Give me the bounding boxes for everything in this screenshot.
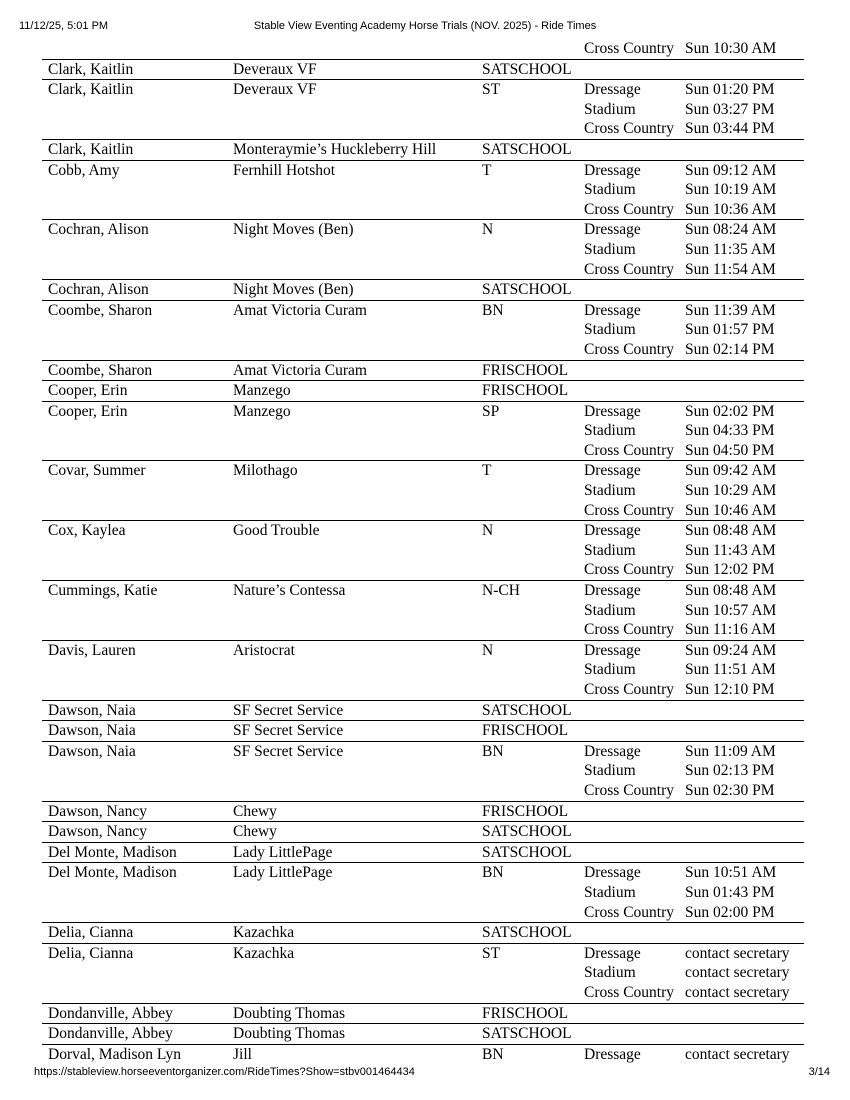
horse-cell [233,983,482,1003]
division-cell [482,883,584,903]
division-cell [482,983,584,1003]
horse-cell: Doubting Thomas [233,1025,346,1043]
time-cell: Sun 01:43 PM [685,883,775,901]
phase-cell: Stadium [584,964,636,982]
rider-cell: Clark, Kaitlin [48,140,134,158]
time-cell: Sun 10:29 AM [685,482,777,500]
rider-cell: Dorval, Madison Lyn [48,1045,182,1063]
rider-cell [42,983,233,1003]
phase-cell [584,60,685,80]
horse-cell [233,481,482,501]
rider-cell [42,680,233,700]
division-cell: FRISCHOOL [482,1004,569,1022]
rider-cell: Del Monte, Madison [48,864,177,882]
division-cell: T [482,161,492,179]
time-cell: contact secretary [685,944,790,962]
division-cell [482,260,584,280]
rider-cell [42,660,233,680]
division-cell: N [482,522,494,540]
time-cell: Sun 03:27 PM [685,100,775,118]
division-cell [482,501,584,521]
division-cell: SATSCHOOL [482,140,572,158]
phase-cell: Cross Country [584,120,674,138]
table-row [42,521,804,581]
phase-cell: Dressage [584,864,641,882]
table-row [42,381,804,402]
time-cell [685,140,804,160]
table-row [42,721,804,742]
division-cell [482,119,584,139]
horse-cell: Amat Victoria Curam [233,301,367,319]
time-cell [685,721,804,741]
time-cell: Sun 09:12 AM [685,161,777,179]
rider-cell: Cummings, Katie [48,582,158,600]
horse-cell [233,180,482,200]
table-row [42,641,804,701]
rider-cell [42,883,233,903]
division-cell [482,761,584,781]
rider-cell: Dawson, Nancy [48,802,148,820]
time-cell: Sun 11:09 AM [685,742,776,760]
table-row [42,923,804,944]
rider-cell: Cooper, Erin [48,382,128,400]
time-cell: Sun 03:44 PM [685,120,775,138]
rider-cell [42,260,233,280]
time-cell: Sun 11:54 AM [685,260,776,278]
phase-cell: Stadium [584,883,636,901]
table-row [42,280,804,301]
division-cell [482,200,584,220]
horse-cell [233,100,482,120]
rider-cell: Dawson, Naia [48,701,136,719]
division-cell: BN [482,864,504,882]
table-row [42,361,804,382]
table-row [42,80,804,140]
time-cell: Sun 08:48 AM [685,522,777,540]
time-cell: Sun 10:19 AM [685,181,777,199]
phase-cell: Dressage [584,522,641,540]
table-row [42,1045,804,1065]
horse-cell [233,680,482,700]
horse-cell [233,260,482,280]
table-row [42,161,804,221]
time-cell: Sun 11:16 AM [685,621,776,639]
table-row [42,39,804,60]
time-cell: Sun 11:35 AM [685,240,776,258]
division-cell: SATSCHOOL [482,843,572,861]
phase-cell [584,1004,685,1024]
division-cell [482,541,584,561]
division-cell [482,100,584,120]
rider-cell: Dawson, Naia [48,722,136,740]
rider-cell [42,200,233,220]
phase-cell [584,140,685,160]
horse-cell [233,541,482,561]
rider-cell: Cochran, Alison [48,221,149,239]
time-cell [685,822,804,842]
rider-cell: Cochran, Alison [48,281,149,299]
time-cell: Sun 10:46 AM [685,501,777,519]
phase-cell: Cross Country [584,340,674,358]
division-cell: N [482,641,494,659]
rider-cell: Covar, Summer [48,462,146,480]
division-cell [482,340,584,360]
rider-cell [42,620,233,640]
phase-cell: Stadium [584,181,636,199]
time-cell [685,280,804,300]
horse-cell: Jill [233,1045,252,1063]
division-cell: BN [482,742,504,760]
phase-cell [584,361,685,381]
table-row [42,742,804,802]
time-cell [685,923,804,943]
page-number: 3/14 [808,1066,830,1078]
time-cell: Sun 02:00 PM [685,903,775,921]
division-cell [482,441,584,461]
rider-cell [42,541,233,561]
ride-times-table [42,39,804,1064]
horse-cell: Manzego [233,382,291,400]
phase-cell: Stadium [584,240,636,258]
page-title: Stable View Eventing Academy Horse Trials (NOV. 2025) - Ride Times [253,20,597,32]
phase-cell: Stadium [584,422,636,440]
division-cell: SATSCHOOL [482,60,572,78]
division-cell [482,601,584,621]
rider-cell: Dondanville, Abbey [48,1025,173,1043]
phase-cell: Dressage [584,944,641,962]
rider-cell: Dawson, Naia [48,742,136,760]
division-cell: FRISCHOOL [482,722,569,740]
table-row [42,60,804,81]
rider-cell: Davis, Lauren [48,641,136,659]
horse-cell [233,601,482,621]
horse-cell [233,39,482,59]
phase-cell: Dressage [584,462,641,480]
division-cell: SATSCHOOL [482,1025,572,1043]
horse-cell [233,963,482,983]
phase-cell: Stadium [584,601,636,619]
time-cell: Sun 02:14 PM [685,340,775,358]
phase-cell: Stadium [584,541,636,559]
time-cell: contact secretary [685,983,790,1001]
horse-cell [233,240,482,260]
time-cell: Sun 09:42 AM [685,462,777,480]
rider-cell: Cox, Kaylea [48,522,126,540]
horse-cell: Chewy [233,802,277,820]
division-cell [482,421,584,441]
table-row [42,944,804,1004]
division-cell [482,680,584,700]
horse-cell: Lady LittlePage [233,864,333,882]
division-cell: N [482,221,494,239]
phase-cell [584,923,685,943]
rider-cell [42,340,233,360]
horse-cell [233,320,482,340]
table-row [42,140,804,161]
phase-cell: Dressage [584,402,641,420]
division-cell: ST [482,81,501,99]
horse-cell: Aristocrat [233,641,295,659]
horse-cell: Kazachka [233,944,295,962]
phase-cell [584,802,685,822]
horse-cell: Manzego [233,402,291,420]
horse-cell: Monteraymie’s Huckleberry Hill [233,140,437,158]
rider-cell [42,441,233,461]
rider-cell [42,421,233,441]
time-cell [685,381,804,401]
phase-cell: Cross Country [584,260,674,278]
rider-cell [42,903,233,923]
division-cell [482,320,584,340]
time-cell: Sun 10:57 AM [685,601,777,619]
rider-cell [42,781,233,801]
table-row [42,461,804,521]
phase-cell: Dressage [584,742,641,760]
rider-cell [42,560,233,580]
horse-cell [233,501,482,521]
division-cell: FRISCHOOL [482,382,569,400]
phase-cell: Cross Country [584,501,674,519]
division-cell: BN [482,1045,504,1063]
time-cell [685,843,804,863]
horse-cell: Deveraux VF [233,60,317,78]
phase-cell: Cross Country [584,983,674,1001]
division-cell: SATSCHOOL [482,701,572,719]
horse-cell: Deveraux VF [233,81,317,99]
horse-cell: Amat Victoria Curam [233,361,367,379]
division-cell: ST [482,944,501,962]
rider-cell [42,240,233,260]
horse-cell [233,781,482,801]
phase-cell: Dressage [584,1045,641,1063]
time-cell: Sun 11:39 AM [685,301,776,319]
phase-cell [584,721,685,741]
horse-cell: Milothago [233,462,298,480]
division-cell: N-CH [482,582,520,600]
division-cell: FRISCHOOL [482,802,569,820]
division-cell: SATSCHOOL [482,924,572,942]
time-cell [685,1004,804,1024]
division-cell [482,903,584,923]
time-cell [685,361,804,381]
table-row [42,863,804,923]
horse-cell [233,340,482,360]
rider-cell: Clark, Kaitlin [48,81,134,99]
phase-cell: Stadium [584,321,636,339]
print-header [0,20,850,36]
division-cell: T [482,462,492,480]
division-cell: SP [482,402,500,420]
rider-cell [42,320,233,340]
rider-cell: Dawson, Nancy [48,823,148,841]
time-cell: Sun 01:20 PM [685,81,775,99]
division-cell [482,39,584,59]
rider-cell [42,100,233,120]
time-cell: Sun 11:43 AM [685,541,776,559]
division-cell [482,660,584,680]
phase-cell: Stadium [584,661,636,679]
phase-cell: Cross Country [584,621,674,639]
division-cell [482,240,584,260]
rider-cell [42,501,233,521]
time-cell: Sun 02:30 PM [685,781,775,799]
horse-cell: Night Moves (Ben) [233,281,354,299]
rider-cell: Dondanville, Abbey [48,1004,173,1022]
phase-cell: Dressage [584,641,641,659]
horse-cell: SF Secret Service [233,701,344,719]
phase-cell: Dressage [584,221,641,239]
phase-cell: Stadium [584,482,636,500]
horse-cell: SF Secret Service [233,722,344,740]
horse-cell: Doubting Thomas [233,1004,346,1022]
print-datetime: 11/12/25, 5:01 PM [19,20,109,32]
phase-cell [584,1024,685,1044]
division-cell: FRISCHOOL [482,361,569,379]
horse-cell: Night Moves (Ben) [233,221,354,239]
division-cell [482,180,584,200]
division-cell: SATSCHOOL [482,823,572,841]
table-row [42,701,804,722]
phase-cell [584,701,685,721]
phase-cell: Cross Country [584,781,674,799]
rider-cell: Del Monte, Madison [48,843,177,861]
rider-cell [42,39,233,59]
table-row [42,1024,804,1045]
page-url[interactable]: https://stableview.horseeventorganizer.com/RideTimes?Show=stbv001464434 [34,1066,415,1078]
time-cell [685,1024,804,1044]
rider-cell: Clark, Kaitlin [48,60,134,78]
rider-cell [42,180,233,200]
rider-cell: Delia, Cianna [48,924,134,942]
rider-cell: Coombe, Sharon [48,361,153,379]
phase-cell: Stadium [584,100,636,118]
time-cell: Sun 09:24 AM [685,641,777,659]
phase-cell [584,381,685,401]
rider-cell: Delia, Cianna [48,944,134,962]
rider-cell [42,761,233,781]
horse-cell [233,441,482,461]
phase-cell [584,280,685,300]
print-footer [0,1066,850,1082]
table-row [42,843,804,864]
time-cell: Sun 10:30 AM [685,40,777,57]
division-cell: SATSCHOOL [482,281,572,299]
time-cell: contact secretary [685,964,790,982]
horse-cell [233,620,482,640]
time-cell: Sun 04:33 PM [685,422,775,440]
division-cell [482,781,584,801]
time-cell: contact secretary [685,1045,790,1063]
phase-cell: Dressage [584,301,641,319]
horse-cell [233,660,482,680]
time-cell: Sun 08:48 AM [685,582,777,600]
rider-cell [42,963,233,983]
rider-cell: Cobb, Amy [48,161,120,179]
division-cell [482,481,584,501]
time-cell: Sun 12:10 PM [685,681,775,698]
rider-cell: Coombe, Sharon [48,301,153,319]
horse-cell [233,560,482,580]
time-cell [685,60,804,80]
horse-cell: SF Secret Service [233,742,344,760]
time-cell: Sun 02:13 PM [685,762,775,780]
table-row [42,1004,804,1025]
horse-cell [233,421,482,441]
phase-cell: Cross Country [584,903,674,921]
rider-cell [42,601,233,621]
table-row [42,301,804,361]
phase-cell: Dressage [584,161,641,179]
time-cell: Sun 11:51 AM [685,661,776,679]
horse-cell: Chewy [233,823,277,841]
time-cell [685,701,804,721]
time-cell [685,802,804,822]
rider-cell [42,481,233,501]
time-cell: Sun 12:02 PM [685,561,775,579]
table-row [42,220,804,280]
horse-cell: Lady LittlePage [233,843,333,861]
phase-cell: Cross Country [584,40,674,57]
time-cell: Sun 10:36 AM [685,200,777,218]
time-cell: Sun 04:50 PM [685,441,775,459]
phase-cell [584,843,685,863]
time-cell: Sun 02:02 PM [685,402,775,420]
horse-cell: Nature’s Contessa [233,582,346,600]
horse-cell: Good Trouble [233,522,320,540]
table-row [42,822,804,843]
table-row [42,802,804,823]
phase-cell: Dressage [584,81,641,99]
phase-cell: Cross Country [584,561,674,579]
table-row [42,402,804,462]
phase-cell: Cross Country [584,200,674,218]
horse-cell [233,903,482,923]
division-cell [482,620,584,640]
horse-cell [233,883,482,903]
time-cell: Sun 08:24 AM [685,221,777,239]
division-cell: BN [482,301,504,319]
phase-cell: Stadium [584,762,636,780]
horse-cell [233,761,482,781]
time-cell: Sun 10:51 AM [685,864,777,882]
division-cell [482,963,584,983]
phase-cell: Cross Country [584,681,674,698]
horse-cell [233,119,482,139]
table-row [42,581,804,641]
phase-cell [584,822,685,842]
horse-cell [233,200,482,220]
horse-cell: Fernhill Hotshot [233,161,336,179]
time-cell: Sun 01:57 PM [685,321,775,339]
horse-cell: Kazachka [233,924,295,942]
rider-cell [42,119,233,139]
phase-cell: Cross Country [584,441,674,459]
phase-cell: Dressage [584,582,641,600]
division-cell [482,560,584,580]
rider-cell: Cooper, Erin [48,402,128,420]
